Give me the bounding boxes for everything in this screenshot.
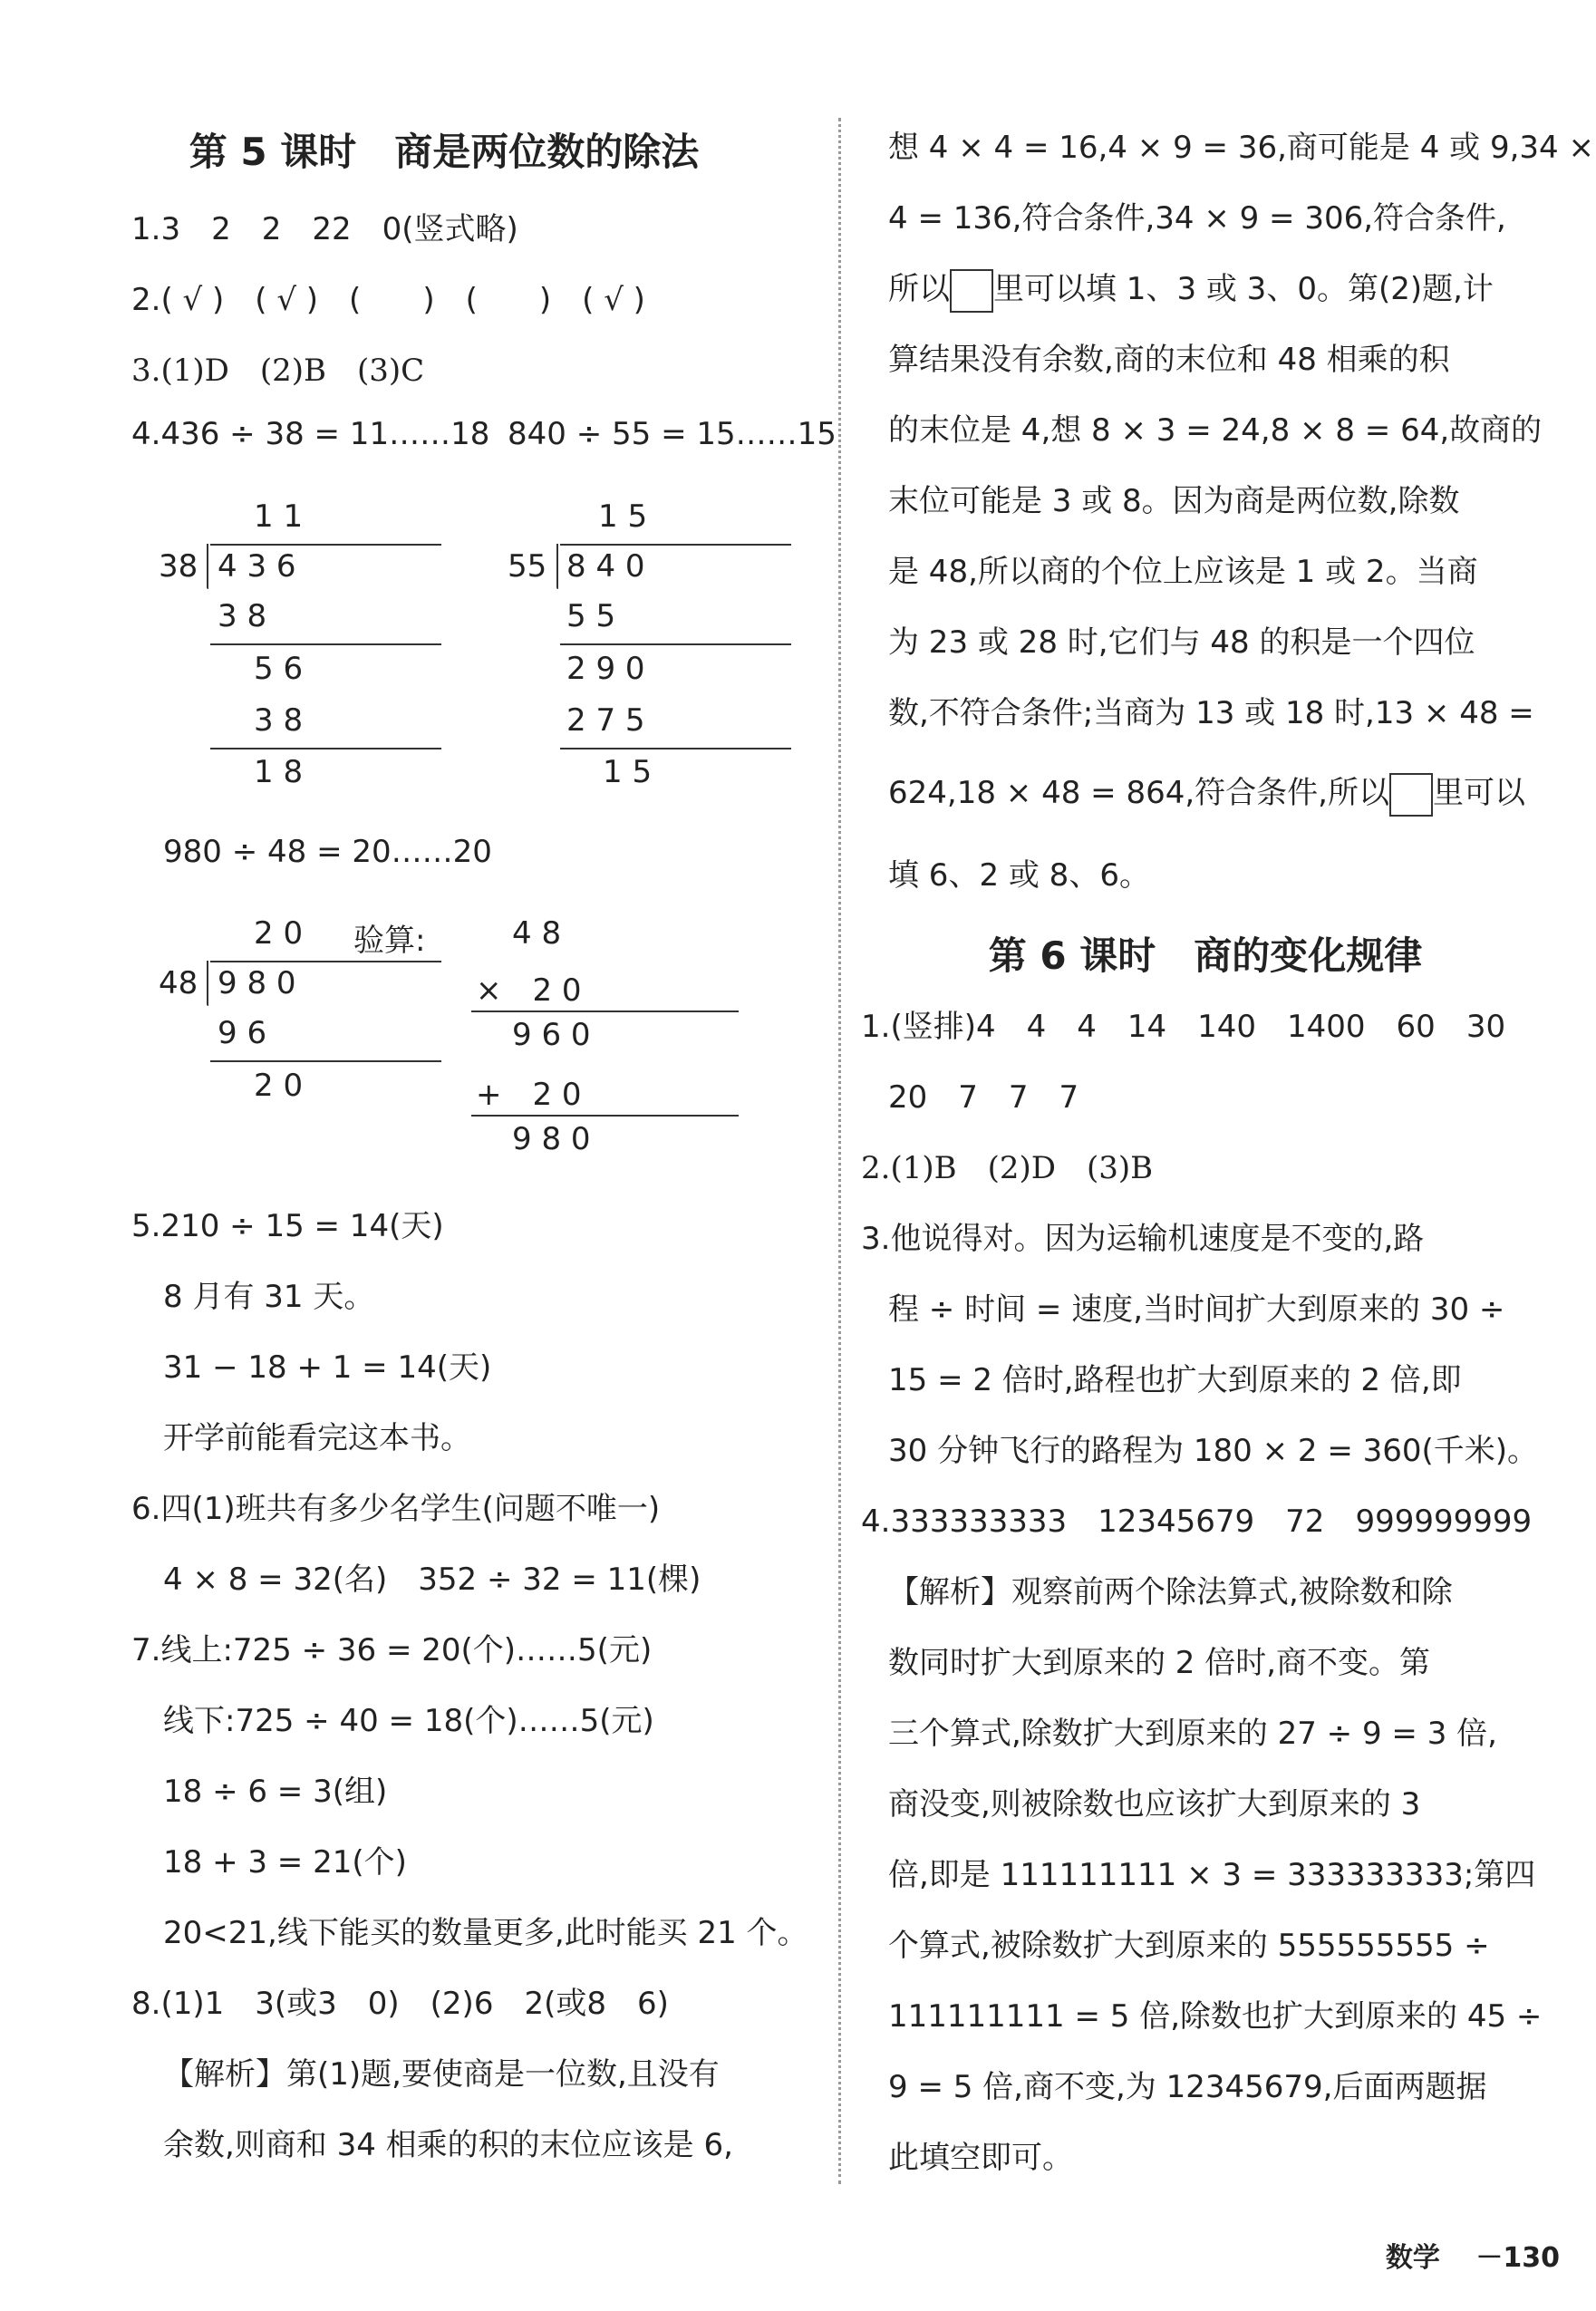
dividend: 4 3 6 bbox=[218, 548, 296, 585]
divisor: 38 bbox=[159, 548, 198, 585]
analysis-line: 的末位是 4,想 8 × 3 = 24,8 × 8 = 64,故商的 bbox=[888, 412, 1543, 449]
answer-3: 3.(1)D (2)B (3)C bbox=[131, 353, 425, 389]
check-line: 4 8 bbox=[512, 915, 562, 952]
analysis-line: 此填空即可。 bbox=[888, 2140, 1073, 2176]
answer-5: 5.210 ÷ 15 = 14(天) bbox=[131, 1208, 444, 1244]
blank-box bbox=[950, 269, 993, 313]
page-number: －130 bbox=[1475, 2242, 1560, 2274]
check-line: 9 6 0 bbox=[512, 1017, 591, 1053]
answer-2: 2.(1)B (2)D (3)B bbox=[861, 1150, 1154, 1186]
step: 9 6 bbox=[218, 1015, 267, 1051]
answer-7-line: 线下:725 ÷ 40 = 18(个)……5(元) bbox=[163, 1703, 654, 1739]
answer-4a: 4.436 ÷ 38 = 11……18 bbox=[131, 416, 490, 452]
analysis-line: 所以 里可以填 1、3 或 3、0。第(2)题,计 bbox=[888, 264, 1494, 313]
remainder: 1 5 bbox=[603, 754, 653, 790]
answer-5-line: 8 月有 31 天。 bbox=[163, 1279, 375, 1315]
analysis-line: 数,不符合条件;当商为 13 或 18 时,13 × 48 = bbox=[888, 695, 1534, 731]
answer-3-line: 15 = 2 倍时,路程也扩大到原来的 2 倍,即 bbox=[888, 1362, 1462, 1398]
quotient: 1 1 bbox=[254, 498, 304, 535]
answer-5-line: 开学前能看完这本书。 bbox=[163, 1420, 471, 1456]
analysis-line: 【解析】观察前两个除法算式,被除数和除 bbox=[888, 1574, 1453, 1610]
analysis-line: 个算式,被除数扩大到原来的 555555555 ÷ bbox=[888, 1928, 1490, 1964]
check-line: + 2 0 bbox=[476, 1077, 582, 1113]
answer-3-line: 程 ÷ 时间 = 速度,当时间扩大到原来的 30 ÷ bbox=[888, 1291, 1505, 1328]
blank-box bbox=[1389, 773, 1433, 817]
step: 5 6 bbox=[254, 651, 304, 687]
answer-3: 3.他说得对。因为运输机速度是不变的,路 bbox=[861, 1221, 1425, 1257]
divisor: 48 bbox=[159, 965, 198, 1001]
analysis-line: 是 48,所以商的个位上应该是 1 或 2。当商 bbox=[888, 554, 1478, 590]
divisor: 55 bbox=[508, 548, 547, 585]
analysis-line: 倍,即是 111111111 × 3 = 333333333;第四 bbox=[888, 1857, 1536, 1893]
check-label: 验算: bbox=[353, 923, 426, 959]
answer-8: 8.(1)1 3(或3 0) (2)6 2(或8 6) bbox=[131, 1986, 669, 2022]
answer-6-line: 4 × 8 = 32(名) 352 ÷ 32 = 11(棵) bbox=[163, 1562, 701, 1598]
answer-1-line: 20 7 7 7 bbox=[888, 1079, 1079, 1116]
answer-4b: 840 ÷ 55 = 15……15 bbox=[508, 416, 837, 452]
analysis-line: 算结果没有余数,商的末位和 48 相乘的积 bbox=[888, 342, 1450, 378]
dividend: 8 4 0 bbox=[566, 548, 645, 585]
column-divider bbox=[838, 118, 841, 2184]
answer-7-line: 20<21,线下能买的数量更多,此时能买 21 个。 bbox=[163, 1915, 808, 1951]
answer-1: 1.3 2 2 22 0(竖式略) bbox=[131, 211, 518, 247]
check-line: 9 8 0 bbox=[512, 1121, 591, 1157]
answer-4: 4.333333333 12345679 72 999999999 bbox=[861, 1504, 1533, 1540]
answer-2: 2.( √ ) ( √ ) ( ) ( ) ( √ ) bbox=[131, 282, 645, 318]
step: 3 8 bbox=[218, 598, 267, 634]
analysis-line: 数同时扩大到原来的 2 倍时,商不变。第 bbox=[888, 1645, 1431, 1681]
answer-5-line: 31 − 18 + 1 = 14(天) bbox=[163, 1349, 492, 1386]
remainder: 2 0 bbox=[254, 1068, 304, 1104]
answer-4c: 980 ÷ 48 = 20……20 bbox=[163, 834, 492, 870]
analysis-line: 想 4 × 4 = 16,4 × 9 = 36,商可能是 4 或 9,34 × bbox=[888, 130, 1594, 166]
dividend: 9 8 0 bbox=[218, 965, 296, 1001]
step: 3 8 bbox=[254, 702, 304, 739]
analysis-line: 【解析】第(1)题,要使商是一位数,且没有 bbox=[163, 2056, 720, 2093]
step: 2 9 0 bbox=[566, 651, 645, 687]
step: 5 5 bbox=[566, 598, 616, 634]
analysis-line: 111111111 = 5 倍,除数也扩大到原来的 45 ÷ bbox=[888, 1998, 1543, 2035]
lesson-6-title: 第 6 课时 商的变化规律 bbox=[988, 933, 1423, 978]
answer-6: 6.四(1)班共有多少名学生(问题不唯一) bbox=[131, 1491, 661, 1527]
lesson-5-title: 第 5 课时 商是两位数的除法 bbox=[189, 130, 700, 174]
page-footer bbox=[1386, 2235, 1560, 2275]
analysis-line: 为 23 或 28 时,它们与 48 的积是一个四位 bbox=[888, 624, 1475, 661]
analysis-line: 4 = 136,符合条件,34 × 9 = 306,符合条件, bbox=[888, 200, 1506, 237]
answer-7: 7.线上:725 ÷ 36 = 20(个)……5(元) bbox=[131, 1632, 653, 1668]
answer-1: 1.(竖排)4 4 4 14 140 1400 60 30 bbox=[861, 1009, 1506, 1045]
answer-3-line: 30 分钟飞行的路程为 180 × 2 = 360(千米)。 bbox=[888, 1433, 1539, 1469]
answer-7-line: 18 ÷ 6 = 3(组) bbox=[163, 1774, 388, 1810]
remainder: 1 8 bbox=[254, 754, 304, 790]
analysis-line: 9 = 5 倍,商不变,为 12345679,后面两题据 bbox=[888, 2069, 1487, 2105]
analysis-line: 商没变,则被除数也应该扩大到原来的 3 bbox=[888, 1786, 1421, 1823]
answer-7-line: 18 + 3 = 21(个) bbox=[163, 1844, 407, 1881]
subject-label: 数学 bbox=[1385, 2242, 1440, 2274]
analysis-line: 余数,则商和 34 相乘的积的末位应该是 6, bbox=[163, 2127, 733, 2163]
analysis-line: 填 6、2 或 8、6。 bbox=[888, 857, 1150, 894]
step: 2 7 5 bbox=[566, 702, 645, 739]
quotient: 1 5 bbox=[598, 498, 648, 535]
analysis-line: 624,18 × 48 = 864,符合条件,所以 里可以 bbox=[888, 768, 1525, 817]
analysis-line: 末位可能是 3 或 8。因为商是两位数,除数 bbox=[888, 483, 1460, 519]
analysis-line: 三个算式,除数扩大到原来的 27 ÷ 9 = 3 倍, bbox=[888, 1716, 1497, 1752]
check-line: × 2 0 bbox=[476, 972, 582, 1009]
quotient: 2 0 bbox=[254, 915, 304, 952]
